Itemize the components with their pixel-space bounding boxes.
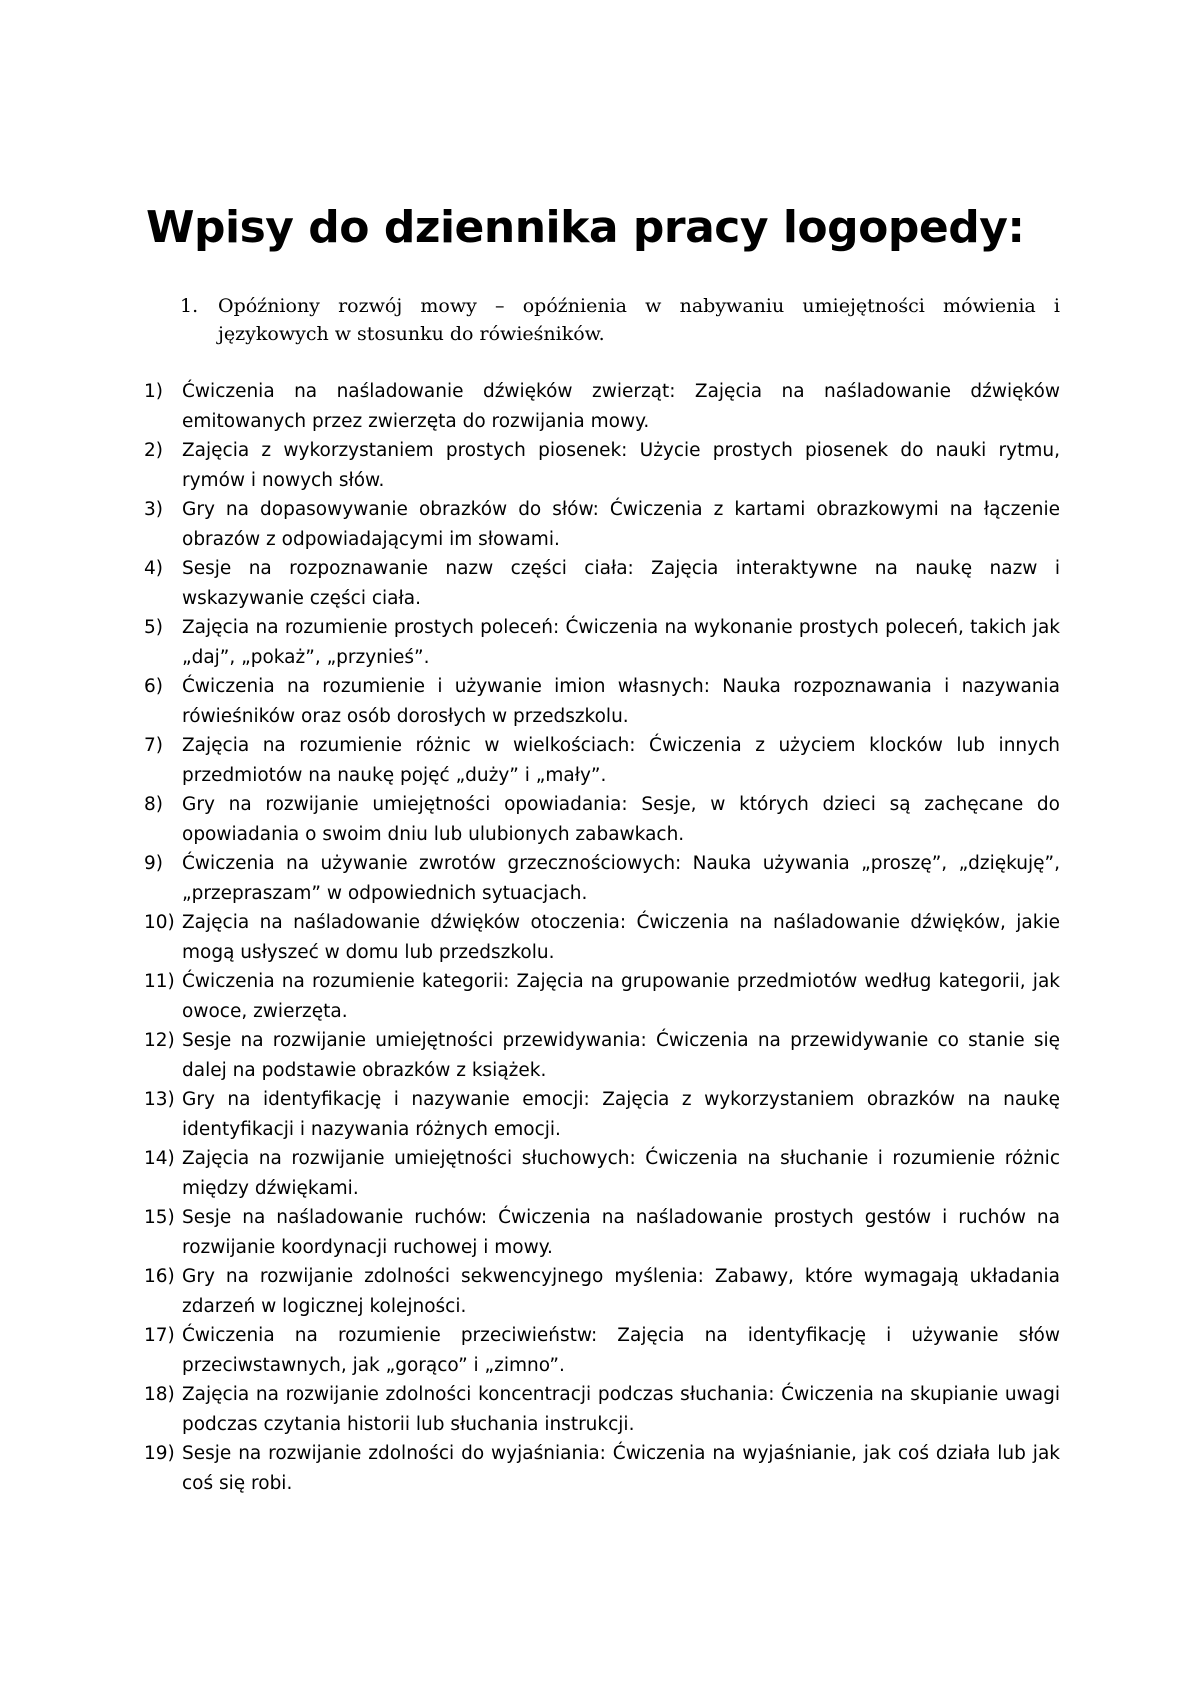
list-item-text: Ćwiczenia na rozumienie przeciwieństw: Zajęcia na identyfikację i używanie słów przeciwstawnych, jak „gorąco” i „zimno”.: [182, 1325, 1060, 1376]
list-item-number: 15): [144, 1207, 175, 1228]
list-item-number: 17): [144, 1325, 175, 1346]
list-item-text: Gry na rozwijanie zdolności sekwencyjnego myślenia: Zabawy, które wymagają układania zdarzeń w logicznej kolejności.: [182, 1266, 1060, 1317]
page-title: Wpisy do dziennika pracy logopedy:: [146, 202, 1025, 253]
list-item-number: 12): [144, 1030, 175, 1051]
list-item-number: 10): [144, 912, 175, 933]
list-item-text: Zajęcia na rozwijanie umiejętności słuchowych: Ćwiczenia na słuchanie i rozumienie różnic między dźwiękami.: [182, 1148, 1060, 1199]
list-item-text: Sesje na rozwijanie umiejętności przewidywania: Ćwiczenia na przewidywanie co stanie się dalej na podstawie obrazków z książek.: [182, 1030, 1060, 1081]
list-item: [144, 1203, 1060, 1262]
list-item-number: 1): [144, 381, 163, 402]
list-item: [144, 1144, 1060, 1203]
list-item-number: 3): [144, 499, 163, 520]
list-item-number: 7): [144, 735, 163, 756]
list-item: [144, 436, 1060, 495]
list-item-number: 9): [144, 853, 163, 874]
section-text: Opóźniony rozwój mowy – opóźnienia w nabywaniu umiejętności mówienia i językowych w stosunku do rówieśników.: [218, 295, 1060, 345]
list-item-number: 11): [144, 971, 175, 992]
list-item-text: Gry na rozwijanie umiejętności opowiadania: Sesje, w których dzieci są zachęcane do opowiadania o swoim dniu lub ulubionych zabawkach.: [182, 794, 1060, 845]
list-item: [144, 1085, 1060, 1144]
list-item-text: Zajęcia na rozwijanie zdolności koncentracji podczas słuchania: Ćwiczenia na skupianie uwagi podczas czytania historii lub słuchania instrukcji.: [182, 1384, 1060, 1435]
entry-list: [144, 377, 1060, 1498]
list-item-number: 14): [144, 1148, 175, 1169]
list-item: [144, 554, 1060, 613]
list-item: [144, 613, 1060, 672]
section-number: 1.: [180, 295, 199, 317]
list-item-text: Zajęcia na naśladowanie dźwięków otoczenia: Ćwiczenia na naśladowanie dźwięków, jakie mogą usłyszeć w domu lub przedszkolu.: [182, 912, 1060, 963]
list-item: [144, 908, 1060, 967]
list-item-text: Ćwiczenia na rozumienie kategorii: Zajęcia na grupowanie przedmiotów według kategorii, jak owoce, zwierzęta.: [182, 971, 1060, 1022]
list-item: [144, 967, 1060, 1026]
list-item-number: 2): [144, 440, 163, 461]
list-item: [144, 377, 1060, 436]
list-item-text: Zajęcia z wykorzystaniem prostych piosenek: Użycie prostych piosenek do nauki rytmu, rymów i nowych słów.: [182, 440, 1060, 491]
list-item: [144, 790, 1060, 849]
list-item: [144, 849, 1060, 908]
list-item-number: 5): [144, 617, 163, 638]
list-item-text: Sesje na naśladowanie ruchów: Ćwiczenia na naśladowanie prostych gestów i ruchów na rozwijanie koordynacji ruchowej i mowy.: [182, 1207, 1060, 1258]
list-item-text: Sesje na rozwijanie zdolności do wyjaśniania: Ćwiczenia na wyjaśnianie, jak coś działa lub jak coś się robi.: [182, 1443, 1060, 1494]
list-item: [144, 731, 1060, 790]
list-item-text: Gry na identyfikację i nazywanie emocji: Zajęcia z wykorzystaniem obrazków na naukę identyfikacji i nazywania różnych emocji.: [182, 1089, 1060, 1140]
list-item: [144, 1321, 1060, 1380]
list-item: [144, 1439, 1060, 1498]
list-item-number: 6): [144, 676, 163, 697]
list-item: [144, 672, 1060, 731]
list-item-number: 4): [144, 558, 163, 579]
list-item-text: Sesje na rozpoznawanie nazw części ciała: Zajęcia interaktywne na naukę nazw i wskazywanie części ciała.: [182, 558, 1060, 609]
list-item-text: Zajęcia na rozumienie prostych poleceń: Ćwiczenia na wykonanie prostych poleceń, takich jak „daj”, „pokaż”, „przynieś”.: [182, 617, 1060, 668]
list-item-number: 13): [144, 1089, 175, 1110]
list-item: [144, 1380, 1060, 1439]
list-item-number: 19): [144, 1443, 175, 1464]
list-item-text: Ćwiczenia na rozumienie i używanie imion własnych: Nauka rozpoznawania i nazywania rówieśników oraz osób dorosłych w przedszkolu.: [182, 676, 1060, 727]
list-item: [144, 1026, 1060, 1085]
list-item-number: 8): [144, 794, 163, 815]
list-item-number: 18): [144, 1384, 175, 1405]
list-item-number: 16): [144, 1266, 175, 1287]
list-item-text: Ćwiczenia na używanie zwrotów grzecznościowych: Nauka używania „proszę”, „dziękuję”, „przepraszam” w odpowiednich sytuacjach.: [182, 853, 1060, 904]
list-item-text: Gry na dopasowywanie obrazków do słów: Ćwiczenia z kartami obrazkowymi na łączenie obrazów z odpowiadającymi im słowami.: [182, 499, 1060, 550]
list-item-text: Zajęcia na rozumienie różnic w wielkościach: Ćwiczenia z użyciem klocków lub innych przedmiotów na naukę pojęć „duży” i „mały”.: [182, 735, 1060, 786]
list-item: [144, 1262, 1060, 1321]
list-item-text: Ćwiczenia na naśladowanie dźwięków zwierząt: Zajęcia na naśladowanie dźwięków emitowanych przez zwierzęta do rozwijania mowy.: [182, 381, 1060, 432]
section-heading: [180, 292, 1060, 348]
list-item: [144, 495, 1060, 554]
